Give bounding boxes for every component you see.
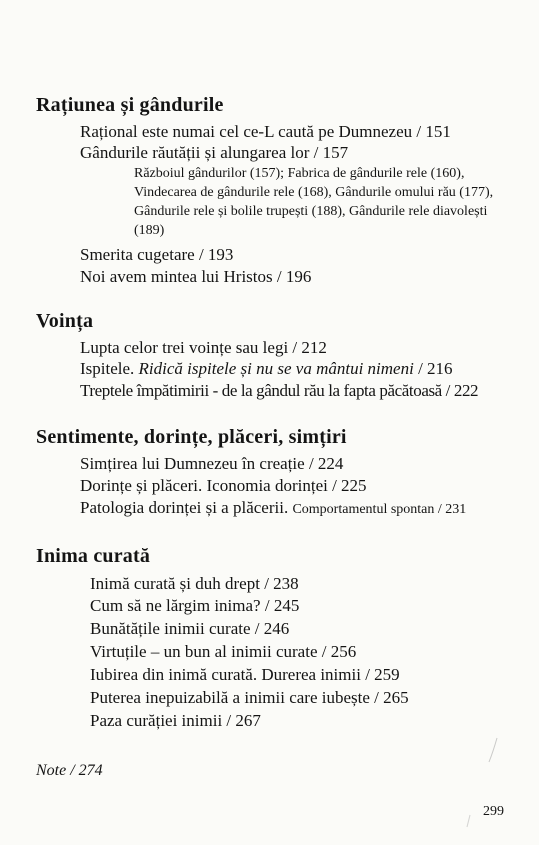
toc-entry-mixed <box>80 498 466 518</box>
toc-entry: Dorințe și plăceri. Iconomia dorinței / 225 <box>80 476 367 495</box>
toc-entry: Rațional este numai cel ce-L caută pe Dumnezeu / 151 <box>80 122 451 141</box>
toc-entry: Smerita cugetare / 193 <box>80 245 234 264</box>
section-title: Rațiunea și gândurile <box>36 94 224 116</box>
entry-main: Patologia dorinței și a plăcerii. <box>80 498 289 517</box>
toc-entry: Inimă curată și duh drept / 238 <box>90 574 299 593</box>
toc-subentries: Războiul gândurilor (157); Fabrica de gândurile rele (160), Vindecarea de gândurile rele (168), Gândurile omului rău (177), Gândurile rele și bolile trupești (188), Gândurile rele diavolești (189) <box>134 166 494 238</box>
entry-italic-text: Ridică ispitele și nu se va mântui nimeni <box>138 359 414 378</box>
toc-entry: Bunătățile inimii curate / 246 <box>90 619 290 638</box>
page-number: 299 <box>483 804 504 819</box>
toc-entry: Puterea inepuizabilă a inimii care iubește / 265 <box>90 688 409 707</box>
section-title: Sentimente, dorințe, plăceri, simțiri <box>36 426 347 448</box>
toc-entry: Simțirea lui Dumnezeu în creație / 224 <box>80 454 344 473</box>
section-title: Inima curată <box>36 545 151 567</box>
toc-entry: Lupta celor trei voințe sau legi / 212 <box>80 338 327 357</box>
entry-prefix: Ispitele. <box>80 359 135 378</box>
toc-entry: Treptele împătimirii - de la gândul rău la fapta păcătoasă / 222 <box>80 381 479 400</box>
toc-entry: Iubirea din inimă curată. Durerea inimii / 259 <box>90 665 400 684</box>
toc-entry: Paza curăției inimii / 267 <box>90 711 261 730</box>
note-entry: Note / 274 <box>36 762 103 779</box>
toc-entry: Noi avem mintea lui Hristos / 196 <box>80 267 312 286</box>
entry-page: / 216 <box>418 359 453 378</box>
toc-entry: Cum să ne lărgim inima? / 245 <box>90 596 300 615</box>
toc-entry-italic <box>80 359 453 379</box>
toc-entry: Gândurile răutății și alungarea lor / 157 <box>80 143 349 162</box>
section-title: Voința <box>36 310 94 332</box>
entry-small: Comportamentul spontan / 231 <box>292 502 467 517</box>
toc-entry: Virtuțile – un bun al inimii curate / 256 <box>90 642 357 661</box>
